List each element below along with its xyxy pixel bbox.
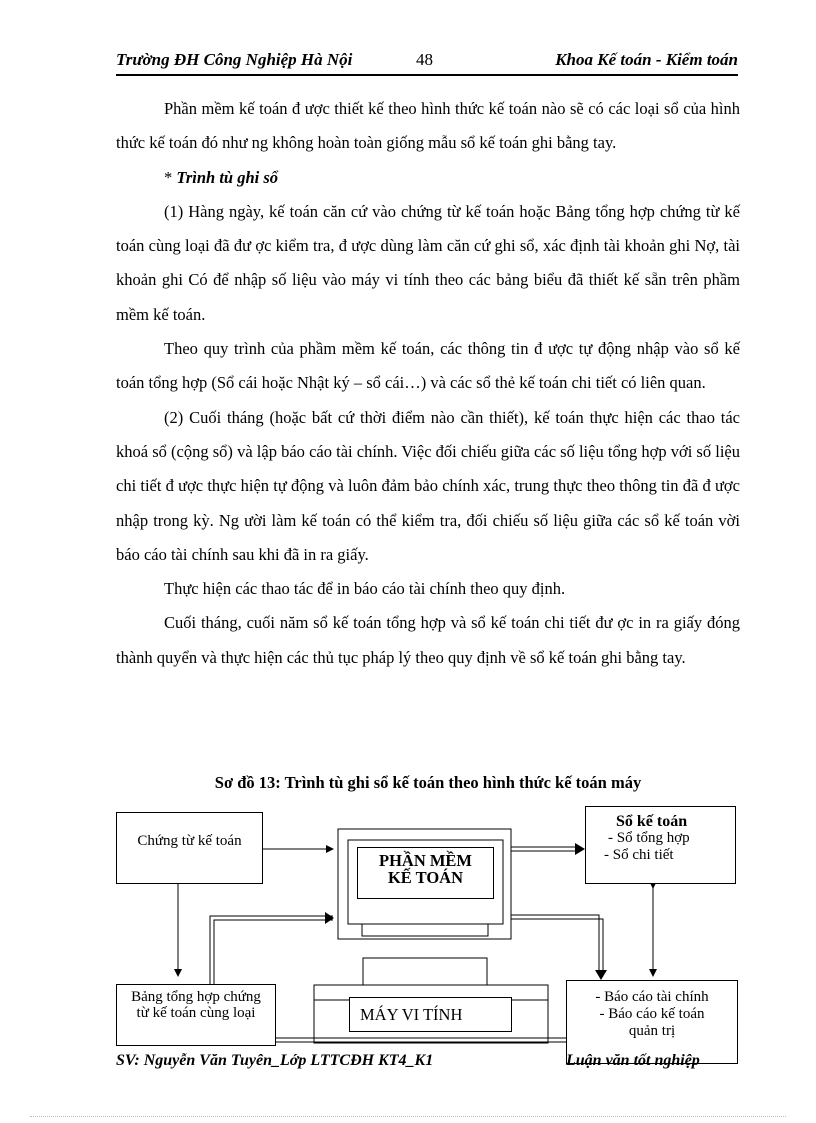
box-phan-mem bbox=[357, 847, 494, 899]
box-so-ke-toan bbox=[585, 806, 736, 884]
footer-thesis: Luận văn tốt nghiệp bbox=[566, 1052, 700, 1069]
header-faculty: Khoa Kế toán - Kiểm toán bbox=[555, 50, 738, 69]
diagram-caption: Sơ đồ 13: Trình tù ghi sổ kế toán theo hình thức kế toán máy bbox=[214, 773, 642, 792]
page-number: 48 bbox=[416, 50, 433, 69]
bao-cao-item: - Báo cáo kế toán quản trị bbox=[599, 1006, 705, 1039]
arrow-software-to-baocao bbox=[595, 970, 607, 980]
arrow-software-to-soketoan bbox=[575, 843, 585, 855]
so-ke-toan-item: - Sổ tổng hợp bbox=[608, 830, 690, 846]
footer-student: SV: Nguyễn Văn Tuyên_Lớp LTTCĐH KT4_K1 bbox=[116, 1052, 434, 1069]
bang-tong-hop-label: Bảng tổng hợp chứng từ kế toán cùng loại bbox=[131, 989, 261, 1021]
monitor-neck bbox=[363, 958, 487, 985]
paragraph: Theo quy trình của phầm mềm kế toán, các thông tin đ ược tự động nhập vào sổ kế toán tổng hợp (Sổ cái hoặc Nhật ký – sổ cái…) và các sổ thẻ kế toán chi tiết có liên quan. bbox=[116, 339, 740, 393]
box-chung-tu bbox=[116, 812, 263, 884]
page-bottom-border bbox=[30, 1116, 786, 1117]
paragraph: Thực hiện các thao tác để in báo cáo tài chính theo quy định. bbox=[164, 579, 566, 599]
box-bang-tong-hop bbox=[116, 984, 276, 1046]
may-vi-tinh-label: MÁY VI TÍNH bbox=[360, 1005, 463, 1024]
header-school: Trường ĐH Công Nghiệp Hà Nội bbox=[116, 50, 353, 69]
paragraph: Phần mềm kế toán đ ược thiết kế theo hình thức kế toán nào sẽ có các loại sổ của hình thức kế toán đó như ng không hoàn toàn giống mẫu sổ kế toán ghi bằng tay. bbox=[116, 99, 740, 153]
chung-tu-label: Chứng từ kế toán bbox=[137, 833, 242, 849]
monitor-base bbox=[362, 924, 488, 936]
paragraph: (1) Hàng ngày, kế toán căn cứ vào chứng từ kế toán hoặc Bảng tổng hợp chứng từ kế toán cùng loại đã đư ợc kiểm tra, đ ược dùng làm căn cứ ghi sổ, xác định tài khoản ghi Nợ, tài khoản ghi Có để nhập số liệu vào máy vi tính theo các bảng biểu đã thiết kế sẵn trên phầm mềm kế toán. bbox=[116, 201, 740, 324]
paragraph: Cuối tháng, cuối năm sổ kế toán tổng hợp và sổ kế toán chi tiết đư ợc in ra giấy đóng thành quyển và thực hiện các thủ tục pháp lý theo quy định về sổ kế toán ghi bằng tay. bbox=[116, 613, 740, 667]
so-ke-toan-item: - Sổ chi tiết bbox=[604, 847, 674, 863]
heading-text: Trình tù ghi sổ bbox=[176, 167, 279, 187]
bao-cao-item: - Báo cáo tài chính bbox=[595, 989, 709, 1005]
arrow-bangtonghop-to-software bbox=[325, 912, 334, 924]
paragraph: (2) Cuối tháng (hoặc bất cứ thời điểm nào cần thiết), kế toán thực hiện các thao tác khoá sổ (cộng sổ) và lập báo cáo tài chính. Việc đối chiếu giữa các số liệu tổng hợp với số liệu chi tiết đ ược thực hiện tự động và luôn đảm bảo chính xác, trung thực theo thông tin đã đ ược nhập trong kỳ. Ng ười làm kế toán có thể kiểm tra, đối chiếu số liệu giữa các sổ kế toán vời báo cáo tài chính sau khi đã in ra giấy. bbox=[116, 407, 740, 564]
heading-bullet: * bbox=[164, 167, 177, 187]
box-may-vi-tinh bbox=[349, 997, 512, 1032]
so-ke-toan-title: Sổ kế toán bbox=[616, 813, 688, 830]
phan-mem-label: PHẦN MỀM KẾ TOÁN bbox=[378, 851, 473, 887]
